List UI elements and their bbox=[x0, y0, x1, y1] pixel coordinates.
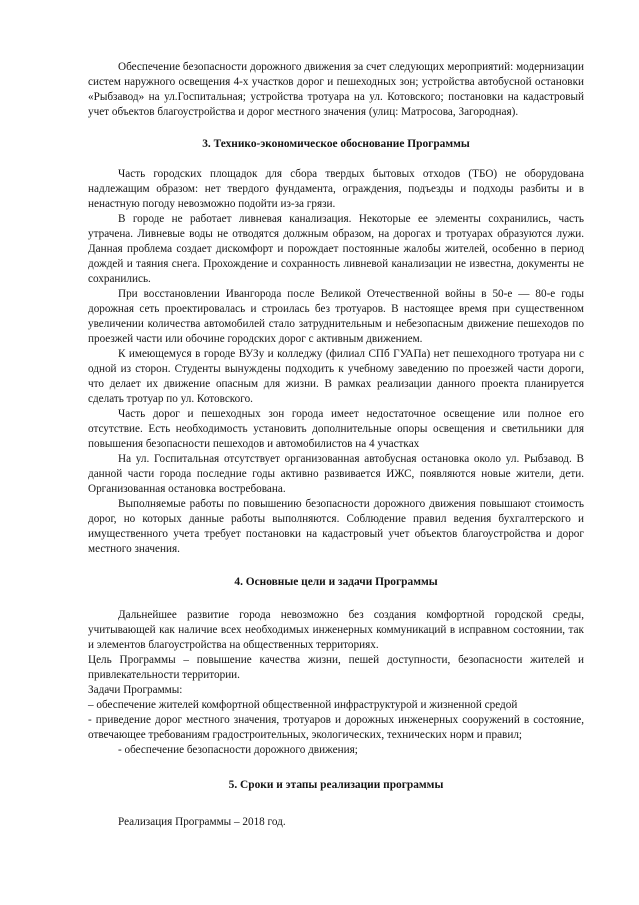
intro-paragraph: Обеспечение безопасности дорожного движения за счет следующих мероприятий: модернизации систем наружного освещения 4-х участков дорог и пешеходных зон; устройства автобусной остановки «Рыбзавод» на ул.Госпитальная; устройства тротуара на ул. Котовского; постановки на кадастровый учет объектов благоустройства и дорог местного значения (улиц: Матросова, Загородная). bbox=[88, 61, 584, 118]
paragraph: На ул. Госпитальная отсутствует организованная автобусная остановка около ул. Рыбзавод. В данной части города последние годы активно развивается ИЖС, появляются новые жители, дети. Организованная остановка востребована. bbox=[88, 453, 584, 495]
section-3-title: 3. Технико-экономическое обоснование Программы bbox=[202, 138, 470, 150]
program-period: Реализация Программы – 2018 год. bbox=[118, 816, 286, 828]
task-item: - обеспечение безопасности дорожного движения; bbox=[118, 744, 358, 756]
section-5-title: 5. Сроки и этапы реализации программы bbox=[228, 779, 444, 791]
tasks-label: Задачи Программы: bbox=[88, 684, 183, 696]
task-item: - приведение дорог местного значения, тротуаров и дорожных инженерных сооружений в состояние, отвечающее требованиям градостроительных, экологических, технических норм и правил; bbox=[88, 714, 584, 741]
section-3-body bbox=[88, 167, 584, 557]
paragraph: В городе не работает ливневая канализация. Некоторые ее элементы сохранились, часть утрачена. Ливневые воды не отводятся должным образом, на дорогах и тротуарах образуются лужи. Данная проблема создает дискомфорт и порождает постоянные жалобы жителей, особенно в период дождей и таяния снега. Прохождение и сохранность ливневой канализации не известна, документы не сохранились. bbox=[88, 213, 584, 285]
paragraph: Выполняемые работы по повышению безопасности дорожного движения повышают стоимость дорог, но которых данные работы выполняются. Соблюдение правил ведения бухгалтерского и имущественного учета требует постановки на кадастровый учет объектов благоустройства и дорог местного значения. bbox=[88, 498, 584, 555]
paragraph: При восстановлении Ивангорода после Великой Отечественной войны в 50-е — 80-е годы дорожная сеть проектировалась и строилась без тротуаров. В настоящее время при существенном увеличении количества автомобилей стало затруднительным и небезопасным движение пешеходов по проезжей части или обочине городских дорог с активным движением. bbox=[88, 288, 584, 345]
task-item: – обеспечение жителей комфортной общественной инфраструктурой и жизненной средой bbox=[88, 699, 518, 711]
paragraph: Дальнейшее развитие города невозможно без создания комфортной городской среды, учитывающей как наличие всех необходимых инженерных коммуникаций в исправном состоянии, так и элементов благоустройства на общественных территориях. bbox=[88, 609, 584, 651]
paragraph: К имеющемуся в городе ВУЗу и колледжу (филиал СПб ГУАПа) нет пешеходного тротуара ни с одной из сторон. Студенты вынуждены подходить к учебному заведению по проезжей части дороги, что делает их движение опасным для жизни. В рамках реализации данного проекта планируется сделать тротуар по ул. Котовского. bbox=[88, 348, 584, 405]
paragraph: Часть городских площадок для сбора твердых бытовых отходов (ТБО) не оборудована надлежащим образом: нет твердого фундамента, ограждения, подъезды и подходы разбиты и в ненастную погоду невозможно подойти из-за грязи. bbox=[88, 168, 584, 210]
program-goal: Цель Программы – повышение качества жизни, пешей доступности, безопасности жителей и привлекательности территории. bbox=[88, 654, 584, 681]
paragraph: Часть дорог и пешеходных зон города имеет недостаточное освещение или полное его отсутствие. Есть необходимость установить дополнительные опоры освещения и светильники для повышения безопасности пешеходов и автомобилистов на 4 участках bbox=[88, 408, 584, 450]
section-4-title: 4. Основные цели и задачи Программы bbox=[234, 576, 438, 588]
section-4-body bbox=[88, 608, 584, 758]
